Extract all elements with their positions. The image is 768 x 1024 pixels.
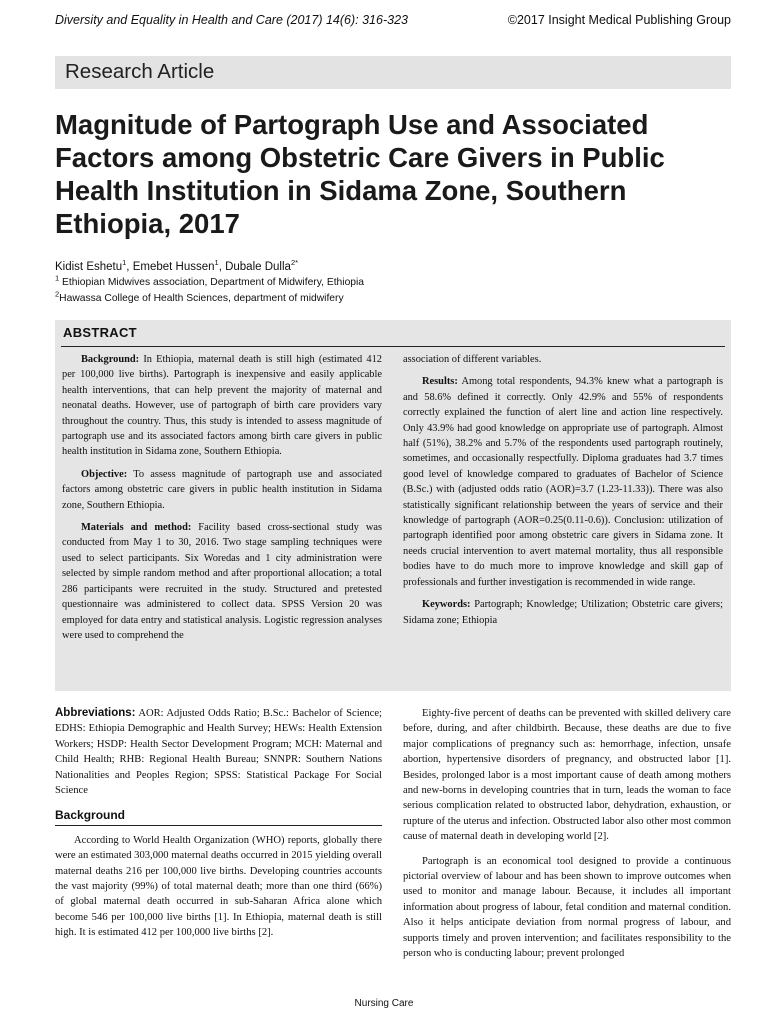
affiliation-marker: 1	[55, 273, 60, 283]
abstract-left-column	[62, 352, 382, 650]
affiliation-marker: 2	[55, 289, 60, 299]
abstract-background-text: In Ethiopia, maternal death is still high (estimated 412 per 100,000 live births). Partograph is inexpensive and easily applicable health interventions, that can help prevent the majority of maternal and neonatal deaths. However, use of partograph of birth care providers vary throughout the country. Thus, this study is intended to assess magnitude of partograph use and its associated factors among birth care givers in public health institution in Sidama zone, Southern Ethiopia.	[62, 354, 382, 458]
author-name: Kidist Eshetu	[55, 261, 123, 273]
affiliation-text: Hawassa College of Health Sciences, department of midwifery	[59, 293, 344, 304]
affiliation-2	[55, 289, 344, 304]
abstract-objective-text: To assess magnitude of partograph use and associated factors among obstetric care givers in public health institution in Sidama zone, Southern Ethiopia.	[62, 468, 382, 511]
author-list: Kidist Eshetu$^1$, Emebet Hussen$^1$, Dubale Dulla$^{2*}$	[55, 258, 299, 273]
abstract-objective-label: Objective:	[81, 468, 128, 480]
abstract-keywords-label: Keywords:	[422, 599, 471, 611]
author-name: Dubale Dulla	[225, 261, 291, 273]
affiliation-1	[55, 273, 365, 288]
article-title: Magnitude of Partograph Use and Associated Factors among Obstetric Care Givers in Public Health Institution in Sidama Zone, Southern Ethiopia, 2017	[55, 109, 665, 239]
abstract-results-label: Results:	[422, 376, 458, 388]
abstract-background	[62, 352, 382, 460]
author-name: Emebet Hussen	[132, 261, 215, 273]
background-paragraph-2: Eighty-five percent of deaths can be prevented with skilled delivery care before, during, and after childbirth. Because, these deaths are due to five major complications of pregnancy such as: hemorrhage, infection, unsafe abortion, hypertensive disorders of pregnancy, and obstructed labor [1]. Besides, prolonged labor is a most important cause of death among mothers and new-borns in developing countries that in turn, leads the woman to face serious complication related to obstructed labor, dehydration, exhaustion, or rupture of the uterus and infection. Obstructed labor also other most common cause of maternal death in developing world [2].	[403, 708, 731, 843]
background-paragraph-1: According to World Health Organization (WHO) reports, globally there were an estimated 303,000 maternal deaths occurred in 2015 yielding overall maternal deaths 216 per 100,000 live births. Developing countries accounts the vast majority (99%) of total maternal death; more than one third (66%) of global maternal death occurred in sub-Saharan Africa alone which become 546 per 100,000 live births [1]. In Ethiopia, maternal death is still high. It is estimated 412 per 100,000 live births [2].	[55, 834, 382, 939]
journal-citation: Diversity and Equality in Health and Care (2017) 14(6): 316-323	[55, 13, 408, 27]
abstract-heading: ABSTRACT	[63, 325, 137, 340]
abbreviations-text: AOR: Adjusted Odds Ratio; B.Sc.: Bachelor of Science; EDHS: Ethiopia Demographic and Health Survey; HEWs: Health Extension Workers; HSDP: Health Sector Development Program; MCH: Maternal and Child Health; RHB: Regional Health Bureau; SNNPR: Southern Nations Nationalities and Peoples Region; SPSS: Statistical Package For Social Science	[55, 708, 382, 797]
abbreviations-label: Abbreviations:	[55, 707, 136, 719]
background-heading: Background	[55, 808, 382, 825]
abstract-box	[55, 320, 731, 691]
background-paragraph-3: Partograph is an economical tool designed to provide a continuous pictorial overview of labour and has been shown to improve outcomes when used to monitor and manage labour. Because, it includes all important information about progress of labour, fetal condition and maternal condition. Also it helps anticipate deviation from normal progress of labour, and supports timely and proven intervention; and facilitates responsibility to the person who is conducting labour; prevent prolonged	[403, 855, 731, 960]
abstract-methods-text: Facility based cross-sectional study was conducted from May 1 to 30, 2016. Two stage sampling techniques were used to select participants. Six Woredas and 1 city administration were selected by simple random method and after proportional allocation; a total 286 participants were recruited in the study. Structured and pretested questionnaire was administered to collect data. SPSS Version 20 was employed for data entry and statistical analysis. Logistic regression analyses were used to comprehend the	[62, 522, 382, 641]
affiliation-text: Ethiopian Midwives association, Department of Midwifery, Ethiopia	[62, 277, 365, 288]
abstract-objective	[62, 467, 382, 513]
body-right-column	[403, 706, 731, 971]
abstract-right-column	[403, 352, 723, 635]
abstract-keywords-text: Partograph; Knowledge; Utilization; Obstetric care givers; Sidama zone; Ethiopia	[403, 599, 723, 626]
abstract-methods-label: Materials and method:	[81, 522, 192, 534]
abstract-results	[403, 374, 723, 590]
abstract-results-text: Among total respondents, 94.3% knew what a partograph is and 58.6% defined it correctly. Only 42.9% and 55% of respondents correctly explained the function of alert line and action line respectively. Only 43.9% had good knowledge on appropriate use of partograph. Almost half (51%), 38.2% and 5.7% of the respondents used partograph routinely, sometimes, and occasionally respectfully. Diploma graduates had 3.7 times good level of knowledge compared to graduates of Bachelor of Science (B.Sc.) with (adjusted odds ratio (AOR)=3.7 (1.23-11.33)). There was also statistically significant relationship between the years of service and their knowledge of partograph (AOR=0.25(0.11-0.6)). Conclusion: utilization of partograph identified poor among obstetric care givers in Sidama zone. It needs crucial intervention to avert maternal mortality, thus all responsible bodies have to do much more to improve knowledge and skill gap of professionals and further investigation is recommended in wide range.	[403, 376, 724, 588]
body-left-column	[55, 706, 382, 950]
abstract-background-label: Background:	[81, 354, 140, 365]
abstract-divider	[61, 346, 725, 347]
author-affil-marker: 2*	[290, 258, 299, 268]
abstract-methods-continued: association of different variables.	[403, 354, 542, 365]
article-type-label: Research Article	[65, 60, 215, 83]
author-affil-marker: 1	[214, 258, 219, 268]
article-type-bar	[55, 56, 731, 89]
author-affil-marker: 1	[122, 258, 127, 268]
abbreviations-paragraph	[55, 706, 382, 798]
abstract-methods	[62, 520, 382, 643]
journal-header	[55, 13, 731, 31]
page-footer: Nursing Care	[354, 998, 414, 1009]
abstract-keywords	[403, 597, 723, 628]
publisher-copyright: ©2017 Insight Medical Publishing Group	[507, 13, 731, 27]
